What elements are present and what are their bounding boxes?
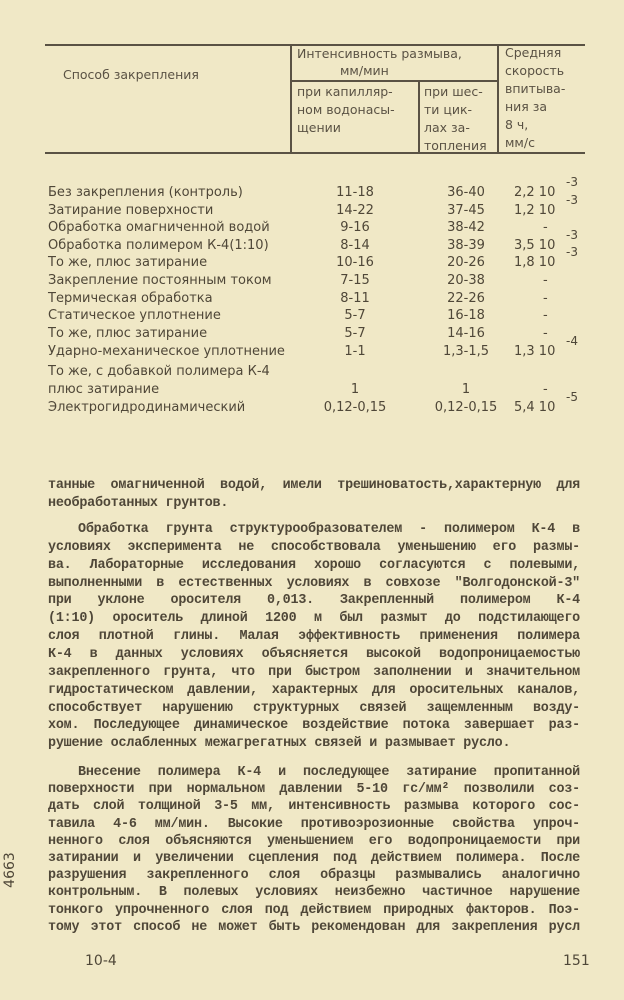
row-six-cycles: 36-40 (447, 185, 485, 200)
row-capillary: 8-14 (340, 238, 370, 253)
row-six-cycles: 20-38 (447, 273, 485, 288)
text-line: тому этот способ не может быть рекомендован для закрепления русл (48, 919, 580, 935)
row-method: Статическое уплотнение (48, 308, 221, 323)
row-method: Закрепление постоянным током (48, 273, 272, 288)
row-method: Термическая обработка (48, 291, 213, 306)
page-signature: 10-4 (85, 953, 117, 969)
text-line: хом. Последующее динамическое воздействие потока завершает раз- (48, 718, 580, 734)
row-method: Электрогидродинамический (48, 400, 246, 415)
row-absorption: 1,2 10 (514, 203, 556, 218)
row-absorption-exponent: -3 (566, 193, 578, 207)
row-six-cycles: 38-42 (447, 220, 485, 235)
text-line: выполненными в естественных условиях в совхозе "Волгодонской-3" (48, 575, 580, 591)
row-method: То же, плюс затирание (48, 255, 208, 270)
text-line: дать слой толщиной 3-5 мм, интенсивность размыва которого сос- (48, 799, 580, 815)
row-six-cycles: 37-45 (447, 203, 485, 218)
text-line: поверхности при нормальном давлении 5-10 гс/мм² позволили соз- (48, 782, 580, 798)
row-capillary: 10-16 (336, 255, 374, 270)
row-capillary: 1 (350, 382, 360, 397)
header-line: ном водонасы- (297, 102, 395, 117)
row-method: Обработка полимером К-4(1:10) (48, 238, 269, 253)
text-line: Обработка грунта структурообразователем - полимером К-4 в (78, 522, 580, 537)
text-line: тавила 4-6 мм/мин. Высокие противоэрозионные свойства упроч- (48, 816, 580, 832)
table-header-bottom-rule (45, 152, 585, 154)
row-method: плюс затирание (48, 382, 160, 397)
row-absorption: 2,2 10 (514, 185, 556, 200)
header-method: Способ закрепления (63, 67, 199, 82)
row-absorption: - (543, 382, 548, 397)
text-line: затирании и увеличении сцепления под действием полимера. После (48, 851, 580, 866)
column-divider (497, 44, 499, 153)
row-absorption-exponent: -3 (566, 228, 578, 242)
row-absorption-exponent: -3 (566, 245, 578, 259)
header-line: мм/с (505, 135, 535, 150)
row-capillary: 7-15 (340, 273, 370, 288)
row-capillary: 8-11 (340, 291, 370, 306)
text-line: закрепленного грунта, что при быстром заполнении и значительном (48, 664, 580, 680)
header-line: щении (297, 120, 341, 135)
header-line: при шес- (424, 84, 483, 99)
header-line: скорость (505, 63, 565, 78)
text-line: условиях эксперимента не способствовала уменьшению его размы- (48, 539, 580, 555)
row-six-cycles: 0,12-0,15 (434, 400, 498, 415)
text-line: разрушения закрепленного слоя образцы размывались аналогично (48, 868, 580, 884)
row-capillary: 9-16 (340, 220, 370, 235)
row-capillary: 5-7 (344, 308, 366, 323)
row-six-cycles: 20-26 (447, 255, 485, 270)
text-line: контрольным. В полевых условиях неизбежно частичное нарушение (48, 885, 580, 901)
text-line: рушение ослабленных межагрегатных связей и размывает русло. (48, 736, 511, 752)
row-method: То же, плюс затирание (48, 326, 208, 341)
row-six-cycles: 22-26 (447, 291, 485, 306)
header-line: ния за (505, 99, 548, 114)
header-line: впитыва- (505, 81, 566, 96)
row-method: То же, с добавкой полимера К-4 (48, 364, 270, 379)
column-divider (418, 80, 420, 153)
row-six-cycles: 1 (461, 382, 471, 397)
text-line: Внесение полимера К-4 и последующее затирание пропитанной (78, 765, 580, 780)
row-absorption: 1,8 10 (514, 255, 556, 270)
row-method: Обработка омагниченной водой (48, 220, 270, 235)
header-line: ти цик- (424, 102, 473, 117)
text-line: способствует нарушению структурных связей защемленным возду- (48, 700, 580, 716)
subheader-rule (290, 80, 498, 82)
row-absorption: - (543, 308, 548, 323)
text-line: слоя плотной глины. Малая эффективность применения полимера (48, 629, 580, 645)
header-intensity: Интенсивность размыва, (297, 46, 462, 61)
row-absorption: - (543, 326, 548, 341)
text-line: тонкого упрочненного слоя под действием природных факторов. Поэ- (48, 902, 580, 918)
row-capillary: 14-22 (336, 203, 374, 218)
row-absorption: 5,4 10 (514, 400, 556, 415)
row-absorption-exponent: -5 (566, 390, 578, 404)
text-line: К-4 в данных условиях объясняется высокой водопроницаемостью (48, 647, 580, 662)
text-line: (1:10) ороситель длиной 1200 м был размыт до подстилающего (48, 611, 580, 627)
row-absorption: 3,5 10 (514, 238, 556, 253)
header-line: лах за- (424, 120, 470, 135)
row-six-cycles: 14-16 (447, 326, 485, 341)
row-absorption: - (543, 291, 548, 306)
header-line: Средняя (505, 45, 562, 60)
row-absorption: - (543, 220, 548, 235)
column-divider (290, 44, 292, 153)
text-line: ва. Лабораторные исследования хорошо согласуются с полевыми, (48, 557, 580, 573)
row-six-cycles: 1,3-1,5 (442, 344, 490, 359)
row-capillary: 0,12-0,15 (323, 400, 387, 415)
header-intensity-unit: мм/мин (340, 63, 389, 78)
margin-number: 4663 (1, 852, 18, 888)
text-line: при уклоне оросителя 0,013. Закрепленный полимером К-4 (48, 593, 580, 609)
row-six-cycles: 16-18 (447, 308, 485, 323)
row-method: Ударно-механическое уплотнение (48, 344, 285, 359)
page-number: 151 (563, 953, 590, 969)
row-absorption-exponent: -3 (566, 175, 578, 189)
text-line: необработанных грунтов. (48, 495, 229, 511)
header-line: топления (424, 138, 487, 153)
row-capillary: 11-18 (336, 185, 374, 200)
text-line: гидростатическом давлении, характерных для оросительных каналов, (48, 682, 580, 698)
row-absorption: - (543, 273, 548, 288)
row-method: Затирание поверхности (48, 203, 214, 218)
text-line: ненного слоя объясняются уменьшением его водопроницаемости при (48, 833, 580, 849)
row-capillary: 1-1 (344, 344, 366, 359)
header-line: при капилляр- (297, 84, 393, 99)
header-line: 8 ч, (505, 117, 529, 132)
row-absorption: 1,3 10 (514, 344, 556, 359)
row-absorption-exponent: -4 (566, 334, 578, 348)
row-six-cycles: 38-39 (447, 238, 485, 253)
text-line: танные омагниченной водой, имели трешиноватость,характерную для (48, 478, 580, 493)
row-method: Без закрепления (контроль) (48, 185, 243, 200)
row-capillary: 5-7 (344, 326, 366, 341)
